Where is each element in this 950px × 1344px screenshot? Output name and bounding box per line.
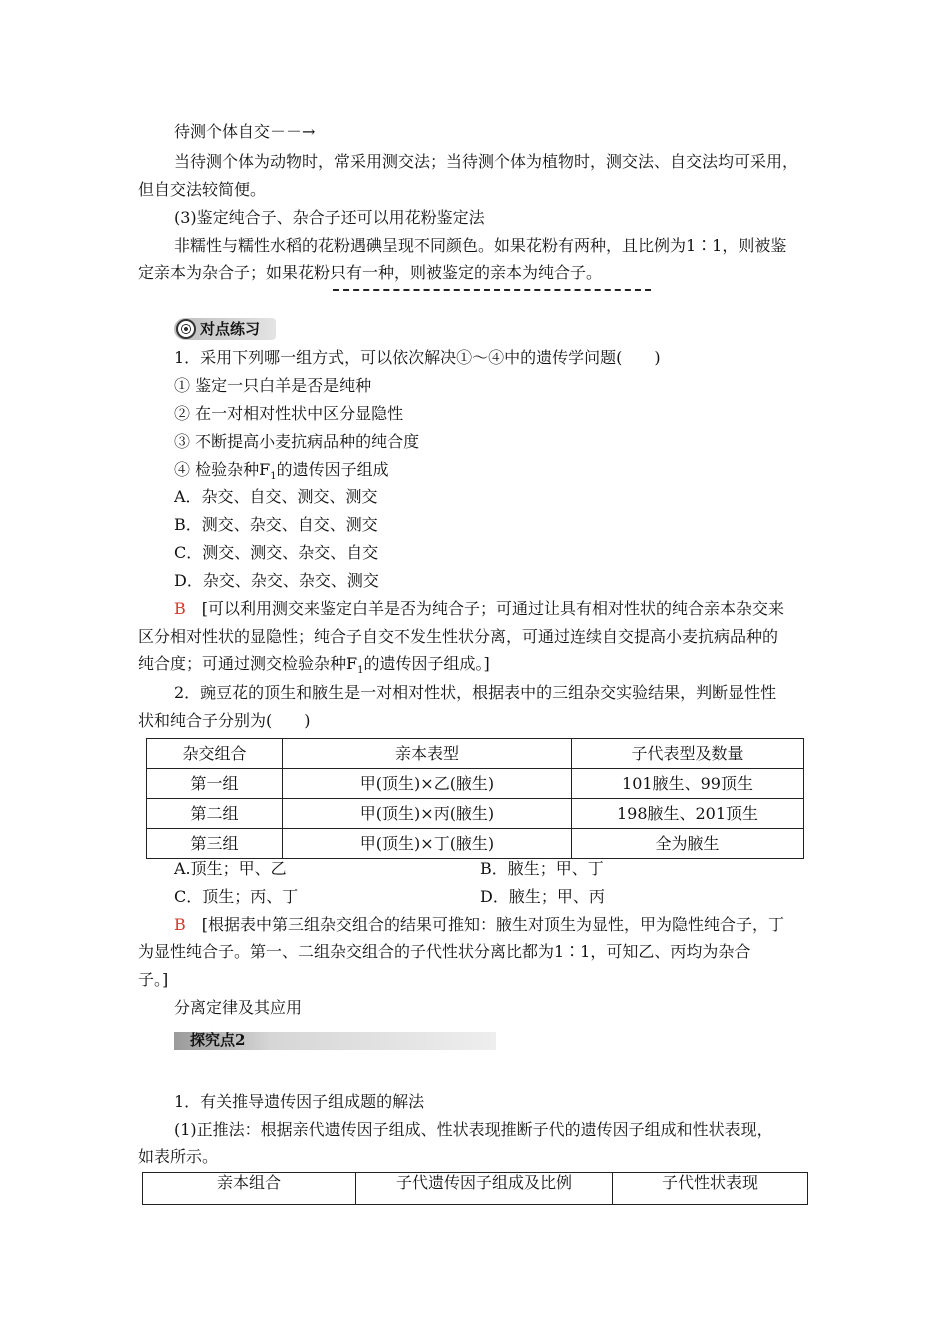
table-cell: 全为腋生 <box>572 829 804 859</box>
method-heading: 1．有关推导遗传因子组成题的解法 <box>174 1092 425 1111</box>
paragraph: 定亲本为杂合子；如果花粉只有一种，则被鉴定的亲本为纯合子。 <box>138 263 603 282</box>
explanation: 为显性纯合子。第一、二组杂交组合的子代性状分离比都为1∶1，可知乙、丙均为杂合 <box>138 942 751 961</box>
option-c: C．测交、测交、杂交、自交 <box>174 543 379 562</box>
option-b: B．测交、杂交、自交、测交 <box>174 515 378 534</box>
table-cell: 第二组 <box>147 799 283 829</box>
table-row <box>147 769 804 799</box>
table-cell: 第一组 <box>147 769 283 799</box>
table-row <box>147 829 804 859</box>
cross-results-table <box>146 738 804 859</box>
option-d: D．腋生；甲、丙 <box>480 887 605 906</box>
table-cell: 101腋生、99顶生 <box>572 769 804 799</box>
target-icon <box>176 319 196 339</box>
explanation: 区分相对性状的显隐性；纯合子自交不发生性状分离，可通过连续自交提高小麦抗病品种的 <box>138 627 779 646</box>
table-header-row <box>143 1173 808 1205</box>
question-stem: 1．采用下列哪一组方式，可以依次解决①～④中的遗传学问题( ) <box>174 348 661 367</box>
table-cell: 甲(顶生)×乙(腋生) <box>283 769 572 799</box>
table-header: 子代遗传因子组成及比例 <box>356 1173 613 1205</box>
practice-badge-label: 对点练习 <box>200 320 261 338</box>
answer-letter: B <box>174 915 186 934</box>
section-title: 分离定律及其应用 <box>174 998 303 1017</box>
table-header-row <box>147 739 804 769</box>
item-heading: (3)鉴定纯合子、杂合子还可以用花粉鉴定法 <box>174 208 485 227</box>
table-header: 亲本组合 <box>143 1173 356 1205</box>
option-c: C．顶生；丙、丁 <box>174 887 299 906</box>
paragraph: 当待测个体为动物时，常采用测交法；当待测个体为植物时，测交法、自交法均可采用， <box>174 152 799 171</box>
question-item: ② 在一对相对性状中区分显隐性 <box>174 404 404 423</box>
explore-badge-label: 探究点2 <box>190 1031 246 1049</box>
paragraph: (1)正推法：根据亲代遗传因子组成、性状表现推断子代的遗传因子组成和性状表现， <box>174 1120 773 1139</box>
explanation: B [根据表中第三组杂交组合的结果可推知：腋生对顶生为显性，甲为隐性纯合子，丁 <box>174 915 785 934</box>
inference-table <box>142 1172 808 1205</box>
explanation: B [可以利用测交来鉴定白羊是否为纯合子；可通过让具有相对性状的纯合亲本杂交来 <box>174 599 785 618</box>
paragraph: 非糯性与糯性水稻的花粉遇碘呈现不同颜色。如果花粉有两种，且比例为1∶1，则被鉴 <box>174 236 787 255</box>
question-item: ① 鉴定一只白羊是否是纯种 <box>174 376 372 395</box>
explanation: 纯合度；可通过测交检验杂种$F_1$的遗传因子组成。] <box>138 654 490 677</box>
table-cell: 198腋生、201顶生 <box>572 799 804 829</box>
table-cell: 甲(顶生)×丁(腋生) <box>283 829 572 859</box>
paragraph: 如表所示。 <box>138 1147 219 1166</box>
table-cell: 甲(顶生)×丙(腋生) <box>283 799 572 829</box>
practice-badge <box>174 318 276 340</box>
question-stem: 状和纯合子分别为( ) <box>138 711 311 730</box>
table-header: 杂交组合 <box>147 739 283 769</box>
paragraph: 但自交法较简便。 <box>138 180 267 199</box>
option-a: A.顶生；甲、乙 <box>174 859 287 878</box>
answer-letter: B <box>174 599 186 618</box>
question-item: ④ 检验杂种$F_1$的遗传因子组成 <box>174 460 389 483</box>
explore-badge <box>174 1032 496 1050</box>
option-a: A．杂交、自交、测交、测交 <box>174 487 378 506</box>
table-cell: 第三组 <box>147 829 283 859</box>
self-cross-line: 待测个体自交－－→ <box>174 122 316 141</box>
table-row <box>147 799 804 829</box>
question-item: ③ 不断提高小麦抗病品种的纯合度 <box>174 432 420 451</box>
table-header: 子代性状表现 <box>613 1173 808 1205</box>
option-d: D．杂交、杂交、杂交、测交 <box>174 571 379 590</box>
table-header: 亲本表型 <box>283 739 572 769</box>
explanation: 子。] <box>138 970 169 989</box>
table-header: 子代表型及数量 <box>572 739 804 769</box>
question-stem: 2．豌豆花的顶生和腋生是一对相对性状，根据表中的三组杂交实验结果，判断显性性 <box>174 683 777 702</box>
option-b: B．腋生；甲、丁 <box>480 859 604 878</box>
dashed-divider <box>333 289 651 291</box>
